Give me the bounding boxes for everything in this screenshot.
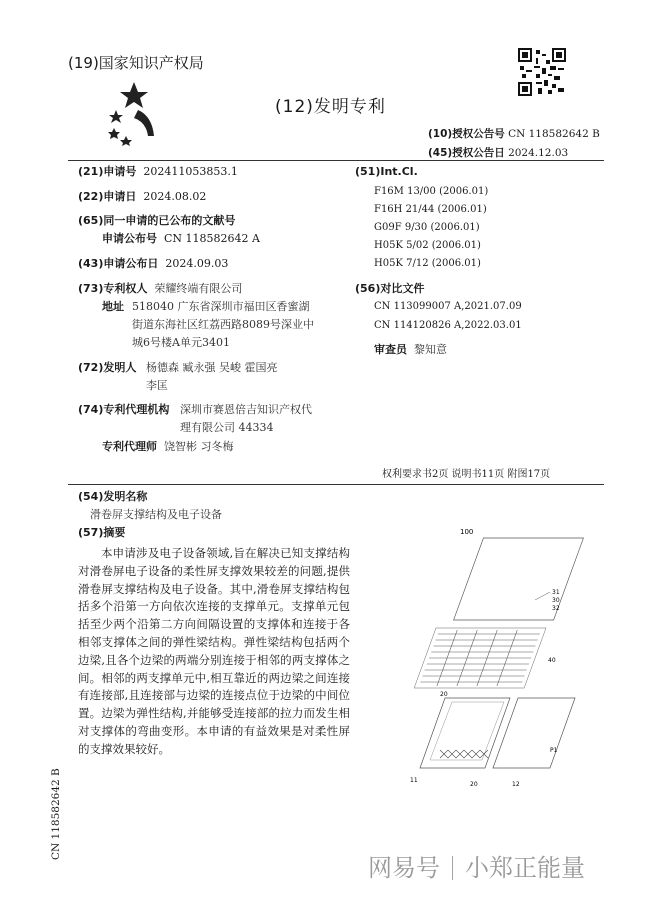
- title-label: (54)发明名称: [78, 490, 148, 503]
- abstract-figure: [400, 520, 600, 790]
- application-number: 202411053853.1: [143, 165, 238, 178]
- watermark-author: 小郑正能量: [465, 854, 585, 882]
- figure-label-20: 20: [440, 691, 448, 698]
- intcl-entry: F16H 21/44 (2006.01): [374, 204, 487, 215]
- intcl-entry: G09F 9/30 (2006.01): [374, 222, 480, 233]
- figure-label-12: 12: [512, 781, 520, 788]
- page-counts: 权利要求书2页 说明书11页 附图17页: [382, 469, 551, 480]
- intcl-label: (51)Int.Cl.: [355, 165, 418, 178]
- patentee: 荣耀终端有限公司: [154, 282, 243, 295]
- filing-date-row: [78, 189, 206, 205]
- leader-line: [535, 592, 550, 600]
- references-label: (56)对比文件: [355, 282, 425, 295]
- inventors-line-1: 杨德森 臧永强 吴峻 霍国亮: [146, 361, 278, 374]
- application-publication-date-label: (43)申请公布日: [78, 257, 159, 270]
- figure-label-31: 31: [552, 589, 560, 596]
- inventors-line-2: 李匡: [146, 379, 168, 392]
- address-label: 地址: [102, 300, 124, 313]
- application-publication-number: CN 118582642 A: [164, 232, 260, 245]
- cnipa-emblem-icon: [104, 80, 160, 146]
- agents: 饶智彬 习冬梅: [164, 440, 234, 453]
- publication-number: CN 118582642 B: [508, 128, 600, 140]
- examiner-row: [374, 342, 447, 358]
- publication-date-label: (45)授权公告日: [428, 147, 505, 159]
- intcl-entry: F16M 13/00 (2006.01): [374, 186, 489, 197]
- figure-label-20: 20: [470, 781, 478, 788]
- publication-date: 2024.12.03: [508, 147, 569, 159]
- address-line-1: 518040 广东省深圳市福田区香蜜湖: [132, 300, 310, 313]
- inventors-label: (72)发明人: [78, 361, 137, 374]
- figure-label-p1: P1: [550, 747, 558, 754]
- invention-title: 滑卷屏支撑结构及电子设备: [90, 508, 222, 521]
- reference-entry: CN 114120826 A,2022.03.01: [374, 320, 522, 331]
- watermark: [368, 848, 585, 883]
- reference-entry: CN 113099007 A,2021.07.09: [374, 301, 522, 312]
- figure-label-11: 11: [410, 777, 418, 784]
- application-number-label: (21)申请号: [78, 165, 137, 178]
- agent-label: 专利代理师: [102, 440, 157, 453]
- watermark-divider: [452, 856, 453, 880]
- patentee-row: [78, 281, 242, 297]
- figure-label-32: 32: [552, 605, 560, 612]
- publication-date-row-left: [78, 256, 228, 272]
- agency-line-1: 深圳市赛恩倍吉知识产权代: [180, 403, 312, 416]
- publication-number-label: (10)授权公告号: [428, 128, 505, 140]
- agency-line-2: 理有限公司 44334: [180, 421, 274, 434]
- figure-label-30: 30: [552, 597, 560, 604]
- qr-code-icon: [518, 48, 566, 96]
- abstract-text: 本申请涉及电子设备领域,旨在解决已知支撑结构对滑卷屏电子设备的柔性屏支撑效果较差的问题,提供滑卷屏支撑结构及电子设备。其中,滑卷屏支撑结构包括多个沿第一方向依次连接的支撑单元。支撑单元包括至少两个沿第二方向间隔设置的支撑体和连接于各相邻支撑体之间的弹性梁结构。弹性梁结构包括两个边梁,且各个边梁的两端分别连接于相邻的两支撑体之间。相邻的两支撑单元中,相互靠近的两边梁之间连接有连接部,且连接部与边梁的连接点位于边梁的中间位置。边梁为弹性结构,并能够受连接部的拉力而发生相对支撑体的弯曲变形。本申请的有益效果是对柔性屏的支撑效果较好。: [78, 546, 350, 756]
- header-divider: [68, 160, 604, 161]
- abstract-label: (57)摘要: [78, 526, 126, 539]
- application-number-row: [78, 164, 238, 180]
- address-line-3: 城6号楼A单元3401: [132, 336, 230, 349]
- watermark-source: 网易号: [368, 854, 440, 882]
- patentee-label: (73)专利权人: [78, 282, 148, 295]
- frame-assembly: [420, 698, 575, 768]
- filing-date: 2024.08.02: [143, 190, 207, 203]
- publication-date-row: [428, 145, 568, 160]
- application-publication-label: 申请公布号: [102, 232, 157, 245]
- intcl-entry: H05K 7/12 (2006.01): [374, 258, 481, 269]
- examiner-label: 审查员: [374, 343, 407, 356]
- examiner: 黎知意: [414, 343, 447, 356]
- filing-date-label: (22)申请日: [78, 190, 137, 203]
- biblio-divider: [68, 484, 604, 485]
- side-publication-number: CN 118582642 B: [50, 768, 62, 860]
- figure-label-40: 40: [548, 657, 556, 664]
- prior-publication-label: (65)同一申请的已公布的文献号: [78, 214, 236, 227]
- intcl-entry: H05K 5/02 (2006.01): [374, 240, 481, 251]
- office-name: (19)国家知识产权局: [68, 54, 204, 72]
- document-type: (12)发明专利: [275, 97, 386, 117]
- publication-number-row: [428, 126, 600, 141]
- agency-label: (74)专利代理机构: [78, 403, 170, 416]
- address-line-2: 街道东海社区红荔西路8089号深业中: [132, 318, 314, 331]
- application-publication-row: [102, 231, 260, 247]
- agent-row: [102, 439, 234, 455]
- support-lattice: [414, 628, 546, 688]
- application-publication-date: 2024.09.03: [165, 257, 229, 270]
- screen-panel: [454, 538, 584, 620]
- figure-label-100: 100: [460, 528, 474, 536]
